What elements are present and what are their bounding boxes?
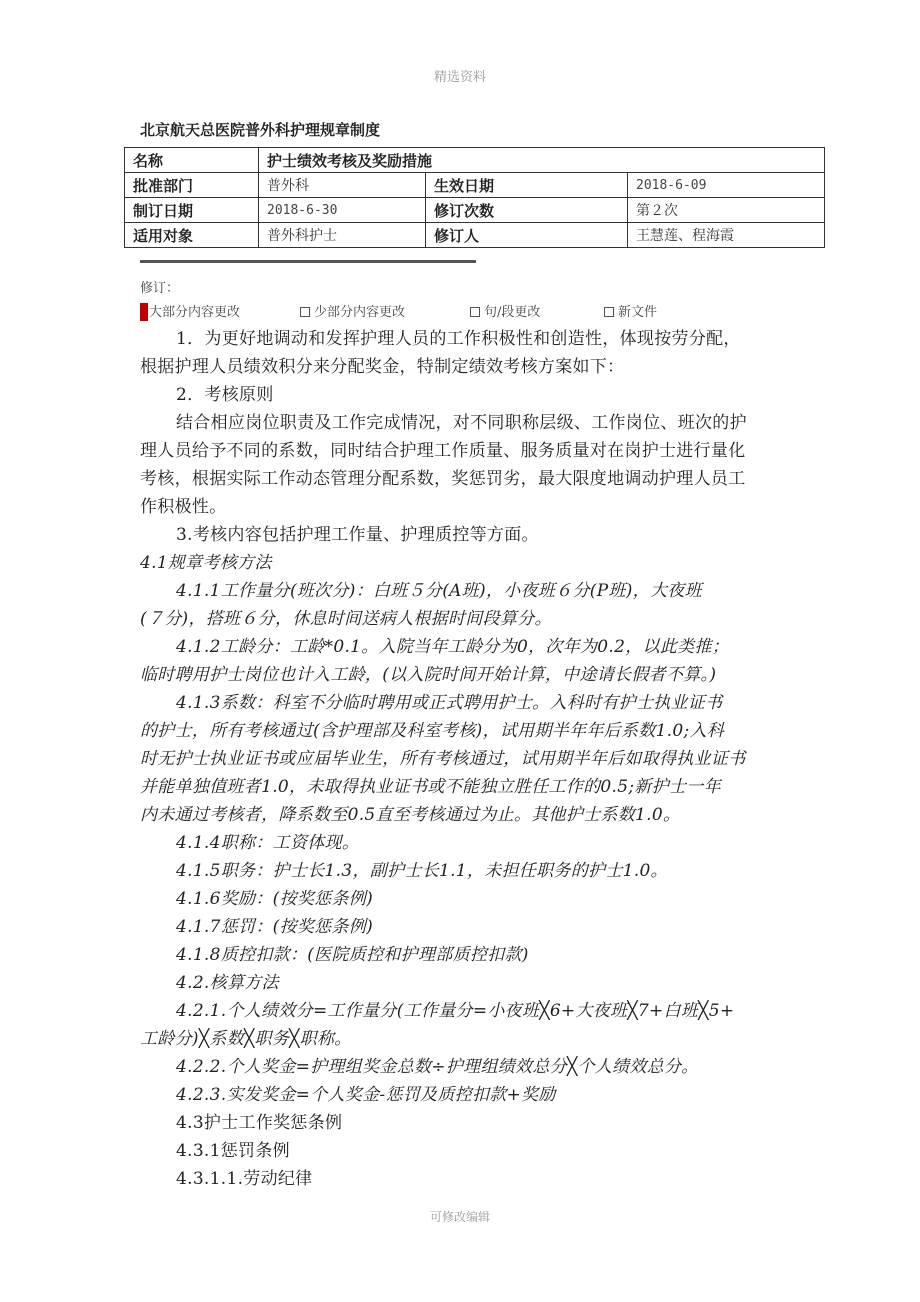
revision-option-minor[interactable] [300,301,405,320]
revision-option-major[interactable] [140,301,240,322]
body-line: 内未通过考核者，降系数至0.5直至考核通过为止。其他护士系数1.0。 [140,805,681,825]
table-row [125,173,825,198]
table-row [125,198,825,223]
body-line: 根据护理人员绩效积分来分配奖金，特制定绩效考核方案如下： [140,357,625,377]
revision-count-value: 第２次 [628,198,825,223]
body-line: 1．为更好地调动和发挥护理人员的工作积极性和创造性，体现按劳分配， [176,329,741,349]
body-line: (７分)，搭班６分，休息时间送病人根据时间段算分。 [140,609,552,629]
revision-option-label: 新文件 [618,305,658,320]
footer-watermark: 可修改编辑 [429,1210,490,1224]
body-line: 的护士，所有考核通过(含护理部及科室考核)，试用期半年年后系数1.0;入科 [140,721,725,741]
body-line: 4.1规章考核方法 [140,553,272,573]
target-label: 适用对象 [125,223,259,248]
revision-option-label: 少部分内容更改 [314,305,406,320]
body-line: 4.3.1.1.劳动纪律 [176,1169,313,1189]
revision-option-new[interactable] [604,301,657,320]
checkbox-icon[interactable] [604,307,614,317]
effective-date-value: 2018-6-09 [628,173,825,198]
body-line: 4.1.8质控扣款：(医院质控和护理部质控扣款) [176,945,529,965]
table-row [125,223,825,248]
draft-date-value: 2018-6-30 [259,198,426,223]
body-line: 结合相应岗位职责及工作完成情况，对不同职称层级、工作岗位、班次的护 [176,413,747,433]
body-line: 4.1.7惩罚：(按奖惩条例) [176,917,374,937]
body-line: 4.1.5职务：护士长1.3，副护士长1.1，未担任职务的护士1.0。 [176,861,668,881]
draft-date-label: 制订日期 [125,198,259,223]
revision-label: 修订： [140,281,180,296]
revision-option-label: 大部分内容更改 [149,305,241,320]
body-line: 工龄分)╳系数╳职务╳职称。 [140,1029,352,1049]
approve-dept-value: 普外科 [259,173,426,198]
body-line: 4.2.2.个人奖金=护理组奖金总数÷护理组绩效总分╳个人绩效总分。 [176,1057,699,1077]
checkbox-icon[interactable] [470,307,480,317]
approve-dept-label: 批准部门 [125,173,259,198]
effective-date-label: 生效日期 [426,173,628,198]
body-line: 4.1.6奖励：(按奖惩条例) [176,889,374,909]
table-row [125,148,825,173]
checkbox-icon[interactable] [300,307,310,317]
header-watermark: 精选资料 [433,70,486,85]
body-line: 4.2.核算方法 [176,973,279,993]
body-line: 4.2.3.实发奖金=个人奖金-惩罚及质控扣款+奖励 [176,1085,556,1105]
checkbox-checked-icon[interactable] [140,303,148,321]
body-line: 4.1.1工作量分(班次分)：白班５分(A班)，小夜班６分(P班)，大夜班 [176,581,702,601]
reviser-value: 王慧莲、程海霞 [628,223,825,248]
revision-option-label: 句/段更改 [484,305,541,320]
body-line: 4.1.3系数：科室不分临时聘用或正式聘用护士。入科时有护士执业证书 [176,693,723,713]
body-line: 临时聘用护士岗位也计入工龄，(以入院时间开始计算，中途请长假者不算。) [140,665,717,685]
body-line: 2．考核原则 [176,385,274,405]
body-line: 作积极性。 [140,497,227,517]
name-label: 名称 [125,148,259,173]
body-line: 并能单独值班者1.0，未取得执业证书或不能独立胜任工作的0.5;新护士一年 [140,777,721,797]
body-line: 考核，根据实际工作动态管理分配系数，奖惩罚劣，最大限度地调动护理人员工 [140,469,746,489]
body-line: 4.3.1惩罚条例 [176,1141,290,1161]
document-title: 北京航天总医院普外科护理规章制度 [140,121,381,139]
document-info-table [124,147,825,248]
body-line: 4.1.2工龄分：工龄*0.1。入院当年工龄分为0，次年为0.2，以此类推； [176,637,730,657]
body-line: 4.1.4职称：工资体现。 [176,833,360,853]
name-value: 护士绩效考核及奖励措施 [259,148,825,173]
divider-rule [140,260,476,263]
body-line: 理人员给予不同的系数，同时结合护理工作质量、服务质量对在岗护士进行量化 [140,441,746,461]
revision-count-label: 修订次数 [426,198,628,223]
target-value: 普外科护士 [259,223,426,248]
revision-option-sentence[interactable] [470,301,540,320]
body-line: 时无护士执业证书或应届毕业生，所有考核通过，试用期半年后如取得执业证书 [140,749,746,769]
body-line: 3.考核内容包括护理工作量、护理质控等方面。 [176,525,539,545]
body-line: 4.3护士工作奖惩条例 [176,1113,343,1133]
body-line: 4.2.1.个人绩效分=工作量分(工作量分=小夜班╳6+大夜班╳7+白班╳5+ [176,1001,735,1021]
reviser-label: 修订人 [426,223,628,248]
